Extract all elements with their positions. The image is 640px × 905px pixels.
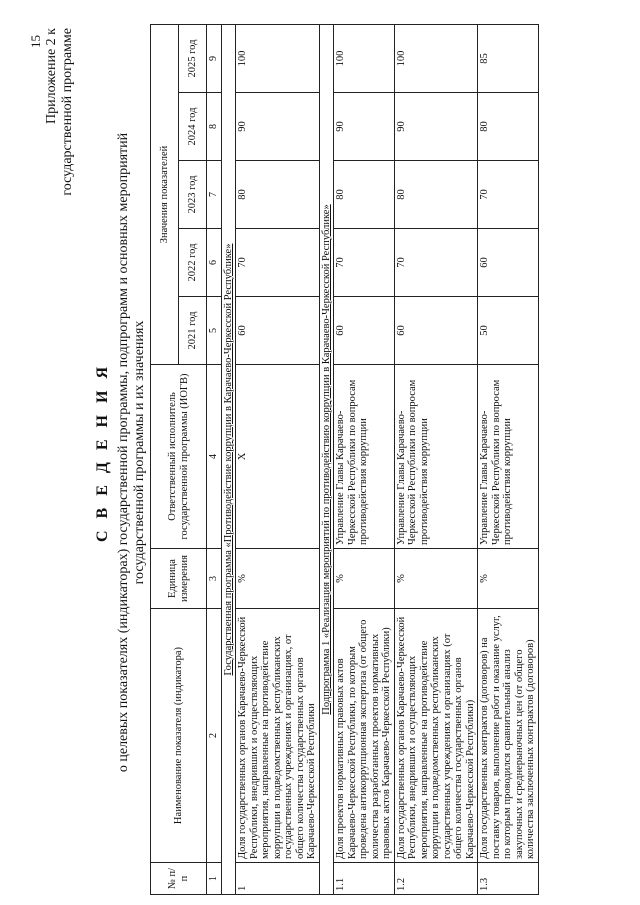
row-unit: % [236, 549, 320, 609]
row-value: 60 [394, 297, 478, 365]
row-executor: Управление Главы Карачаево-Черкесской Республики по вопросам противодействия коррупции [334, 365, 395, 549]
header-executor: Ответственный исполнитель государственной программы (ИОГВ) [151, 365, 207, 549]
row-value: 70 [394, 229, 478, 297]
row-value: 100 [334, 25, 395, 93]
document-title: С В Е Д Е Н И Я [94, 362, 111, 543]
row-unit: % [394, 549, 478, 609]
column-number: 3 [207, 549, 222, 609]
row-value: 90 [394, 93, 478, 161]
column-number: 9 [207, 25, 222, 93]
table-row [236, 25, 320, 895]
header-year: 2025 год [179, 25, 207, 93]
row-value: 80 [394, 161, 478, 229]
header-name: Наименование показателя (индикатора) [151, 609, 207, 863]
row-value: 70 [478, 161, 539, 229]
row-value: 90 [236, 93, 320, 161]
row-name: Доля государственных органов Карачаево-Черкесской Республики, внедривших и осуществляющих мероприятия, направленные на противодействие коррупции в подведомственных республиканских государственных учреждениях и организациях, от общего количества государственных органов Карачаево-Черкесской Республики [236, 609, 320, 863]
row-num: 1.2 [394, 863, 478, 895]
row-value: 60 [478, 229, 539, 297]
row-value: 80 [236, 161, 320, 229]
row-value: 100 [236, 25, 320, 93]
column-number: 8 [207, 93, 222, 161]
subprogram-title-row [319, 25, 334, 895]
header-num: № п/п [151, 863, 207, 895]
row-value: 80 [478, 93, 539, 161]
header-values: Значения показателей [151, 25, 179, 365]
row-value: 85 [478, 25, 539, 93]
program-title: Государственная программа «Противодействие коррупции в Карачаево-Черкесской Республике» [221, 25, 236, 895]
program-title-row [221, 25, 236, 895]
subtitle-line-1: о целевых показателях (индикаторах) государственной программы, подпрограмм и основных мероприятий [116, 132, 131, 773]
column-number: 1 [207, 863, 222, 895]
header-row-1 [151, 25, 179, 895]
header-year: 2021 год [179, 297, 207, 365]
row-name: Доля государственных контрактов (договоров) на поставку товаров, выполнение работ и оказание услуг, по которым проводился сравнительный анализ закупочных и среднерыночных цен (от общего количества заключенных контрактов (договоров) [478, 609, 539, 863]
table-row [394, 25, 478, 895]
header-year: 2023 год [179, 161, 207, 229]
subprogram-title: Подпрограмма 1 «Реализация мероприятий по противодействию коррупции в Карачаево-Черкесской Республике» [319, 25, 334, 895]
row-executor: X [236, 365, 320, 549]
indicators-table [150, 24, 539, 895]
column-number-row [207, 25, 222, 895]
row-value: 100 [394, 25, 478, 93]
header-year: 2024 год [179, 93, 207, 161]
table-row [334, 25, 395, 895]
column-number: 2 [207, 609, 222, 863]
row-num: 1.1 [334, 863, 395, 895]
appendix-line-2: государственной программе [60, 28, 75, 196]
row-value: 80 [334, 161, 395, 229]
page-number: 15 [28, 35, 43, 48]
appendix-note [44, 28, 76, 905]
row-name: Доля проектов нормативных правовых актов Карачаево-Черкесской Республики, по которым проведена антикоррупционная экспертиза (от общего количества разработанных проектов нормативных правовых актов Карачаево-Черкесской Республики) [334, 609, 395, 863]
subtitle-line-2: государственной программы и их значениях [132, 320, 147, 585]
header-year: 2022 год [179, 229, 207, 297]
column-number: 6 [207, 229, 222, 297]
row-executor: Управление Главы Карачаево-Черкесской Республики по вопросам противодействия коррупции [478, 365, 539, 549]
row-value: 50 [478, 297, 539, 365]
table-row [478, 25, 539, 895]
column-number: 4 [207, 365, 222, 549]
column-number: 7 [207, 161, 222, 229]
row-unit: % [334, 549, 395, 609]
row-num: 1 [236, 863, 320, 895]
document-subtitle [116, 0, 148, 905]
header-unit: Единица измерения [151, 549, 207, 609]
row-executor: Управление Главы Карачаево-Черкесской Республики по вопросам противодействия коррупции [394, 365, 478, 549]
row-value: 90 [334, 93, 395, 161]
row-value: 70 [334, 229, 395, 297]
row-value: 60 [334, 297, 395, 365]
row-value: 60 [236, 297, 320, 365]
row-name: Доля государственных органов Карачаево-Черкесской Республики, внедривших и осуществляющих мероприятия, направленные на противодействие коррупции в подведомственных республиканских государственных учреждениях и организациях (от общего количества государственных органов Карачаево-Черкесской Республики) [394, 609, 478, 863]
row-unit: % [478, 549, 539, 609]
column-number: 5 [207, 297, 222, 365]
row-num: 1.3 [478, 863, 539, 895]
row-value: 70 [236, 229, 320, 297]
appendix-line-1: Приложение 2 к [44, 28, 59, 124]
